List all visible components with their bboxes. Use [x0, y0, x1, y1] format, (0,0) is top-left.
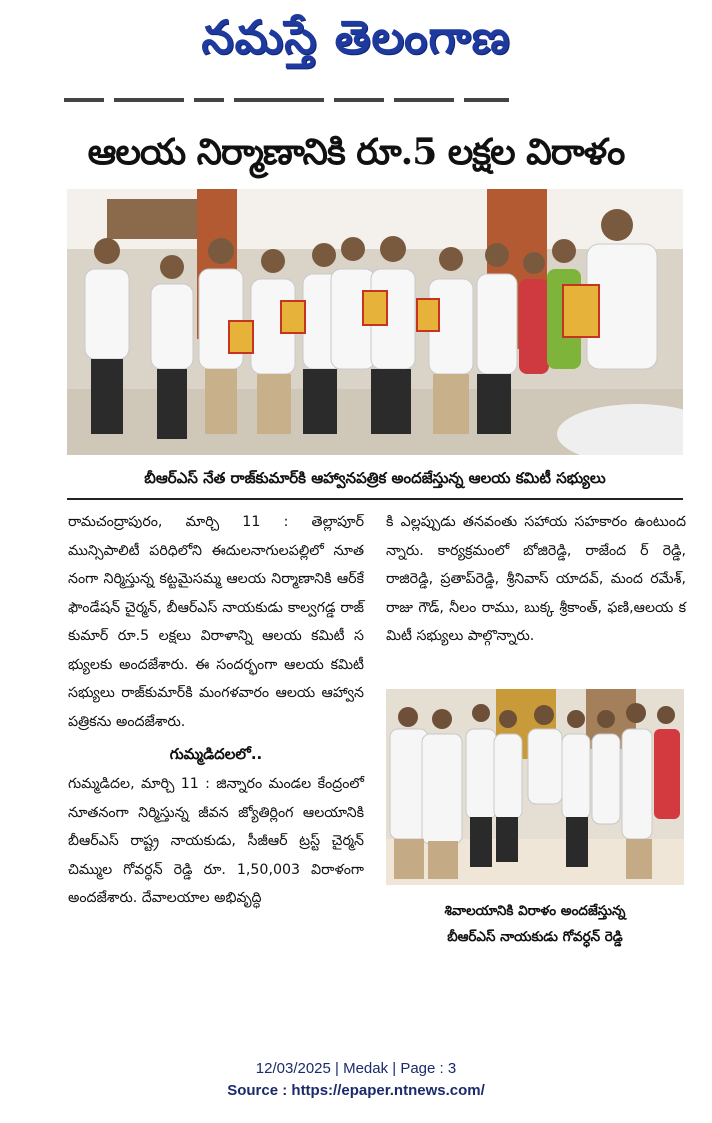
article-paragraph: గుమ్మడిదల, మార్చి 11 : జిన్నారం మండల కేంద్రంలో నూతనంగా నిర్మిస్తున్న జీవన జ్యోతిర్లింగ ఆలయానికి బీఆర్ఎస్ రాష్ట్ర నాయకుడు, సీజీఆర్ ట్రస్ట్ చైర్మన్ చిమ్ముల గోవర్ధన్ రెడ్డి రూ. 1,50,003 విరాళంగా అందజేశారు. దేవాలయాల అభివృద్ధి: [68, 776, 364, 906]
article-subheading: గుమ్మడిదలలో..: [169, 745, 263, 763]
article-paragraph: రామచంద్రాపురం, మార్చి 11 : తెల్లాపూర్ మున్సిపాలిటీ పరిధిలోని ఈదులనాగులపల్లిలో నూతనంగా నిర్మిస్తున్న కట్టమైసమ్మ ఆలయ నిర్మాణానికి ఆర్‌కే ఫౌండేషన్ చైర్మన్, బీఆర్ఎస్ నాయకుడు కాల్వగడ్డ రాజ్ కుమార్ రూ.5 లక్షలు విరాళాన్ని ఆలయ కమిటీ సభ్యులకు అందజేశారు. ఈ సందర్భంగా ఆలయ కమిటీ సభ్యులు రాజ్‌కుమార్‌కి మంగళవారం ఆలయ ఆహ్వానపత్రికను అందజేశారు.: [68, 514, 364, 730]
article-paragraph: కి ఎల్లప్పుడు తనవంతు సహాయ సహకారం ఉంటుందన్నారు. కార్యక్రమంలో బోజిరెడ్డి, రాజేంద ర్ రెడ్డి, రాజిరెడ్డి, ప్రతాప్‌రెడ్డి, శ్రీనివాస్ యాదవ్, మంద రమేశ్, రాజు గౌడ్, నీలం రాము, బుక్క శ్రీకాంత్, ఫణి,ఆలయ కమిటీ సభ్యులు పాల్గొన్నారు.: [386, 514, 686, 644]
caption-line: బీఆర్ఎస్ నాయకుడు గోవర్ధన్ రెడ్డి: [447, 929, 623, 945]
second-photo-caption: [386, 898, 684, 950]
second-news-photo: [386, 689, 684, 885]
main-news-photo: [67, 189, 683, 455]
masthead: [0, 4, 712, 82]
source-link[interactable]: Source : https://epaper.ntnews.com/: [227, 1082, 485, 1099]
page-footer: [0, 1058, 712, 1102]
caption-line: శివాలయానికి విరాళం అందజేస్తున్న: [444, 903, 626, 919]
article-right-column: [386, 508, 686, 651]
article-left-column: [68, 508, 364, 913]
article-headline: ఆలయ నిర్మాణానికి రూ.5 లక్షల విరాళం: [87, 130, 625, 173]
cut-off-text-strip: [64, 94, 534, 106]
main-photo-caption: బీఆర్ఎస్ నేత రాజ్‌కుమార్‌కి ఆహ్వానపత్రిక అందజేస్తున్న ఆలయ కమిటీ సభ్యులు: [67, 462, 683, 500]
newspaper-logo: నమస్తే తెలంగాణ: [201, 10, 511, 64]
edition-info: 12/03/2025 | Medak | Page : 3: [255, 1060, 457, 1077]
